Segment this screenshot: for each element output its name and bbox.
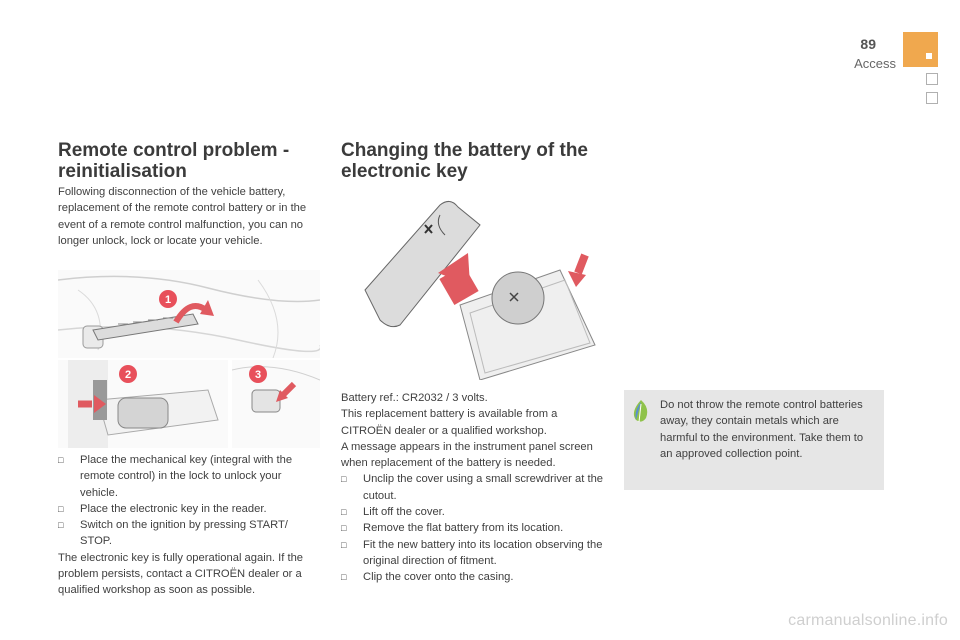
list-item: □ Remove the flat battery from its location. <box>341 520 603 536</box>
list-item: □ Place the mechanical key (integral with the remote control) in the lock to unlock your vehicle. <box>58 454 293 499</box>
page-number: 89 <box>860 36 876 52</box>
battery-availability: This replacement battery is available from a CITROËN dealer or a qualified workshop. <box>341 408 558 437</box>
left-instructions <box>58 452 320 599</box>
section-tab-active <box>903 32 938 67</box>
left-intro: Following disconnection of the vehicle battery, replacement of the remote control battery or in the event of a remote control malfunction, you can no longer unlock, lock or locate your vehicle. <box>58 186 307 247</box>
environment-note <box>624 390 884 490</box>
section-tab <box>926 73 938 85</box>
list-item: □ Switch on the ignition by pressing START/ STOP. <box>58 519 288 548</box>
left-heading: Remote control problem - reinitialisation <box>58 140 290 182</box>
leaf-icon <box>630 398 652 424</box>
list-item: □ Clip the cover onto the casing. <box>341 569 603 585</box>
left-outro: The electronic key is fully operational again. If the problem persists, contact a CITROËN dealer or a qualified workshop as soon as possible. <box>58 551 304 597</box>
section-title: Access <box>854 56 896 71</box>
svg-text:3: 3 <box>254 369 262 381</box>
list-item: □ Place the electronic key in the reader. <box>58 501 320 517</box>
checkbox-bullet-icon: □ <box>341 523 347 534</box>
checkbox-bullet-icon: □ <box>341 572 347 583</box>
list-item: □ Lift off the cover. <box>341 504 603 520</box>
key-reader-illustration <box>58 360 228 448</box>
note-text: Do not throw the remote control batteries away, they contain metals which are harmful to the environment. Take them to an approved collection point. <box>660 399 864 460</box>
svg-text:2: 2 <box>124 369 132 381</box>
right-heading: Changing the battery of the electronic key <box>341 140 588 182</box>
key-battery-illustration <box>340 195 610 380</box>
section-tab <box>926 92 938 104</box>
list-item: □ Fit the new battery into its location observing the original direction of fitment. <box>341 538 603 567</box>
list-item: □ Unclip the cover using a small screwdriver at the cutout. <box>341 473 604 502</box>
start-stop-illustration <box>232 360 320 448</box>
door-lock-illustration <box>58 270 320 358</box>
right-instructions <box>341 390 603 586</box>
checkbox-bullet-icon: □ <box>341 474 347 485</box>
battery-reference: Battery ref.: CR2032 / 3 volts. <box>341 392 488 404</box>
checkbox-bullet-icon: □ <box>58 503 64 514</box>
svg-text:1: 1 <box>164 294 172 306</box>
checkbox-bullet-icon: □ <box>58 455 64 465</box>
checkbox-bullet-icon: □ <box>341 539 347 550</box>
checkbox-bullet-icon: □ <box>58 520 64 531</box>
watermark: carmanualsonline.info <box>788 612 948 629</box>
battery-message: A message appears in the instrument panel screen when replacement of the battery is needed. <box>341 440 593 470</box>
checkbox-bullet-icon: □ <box>341 507 347 518</box>
